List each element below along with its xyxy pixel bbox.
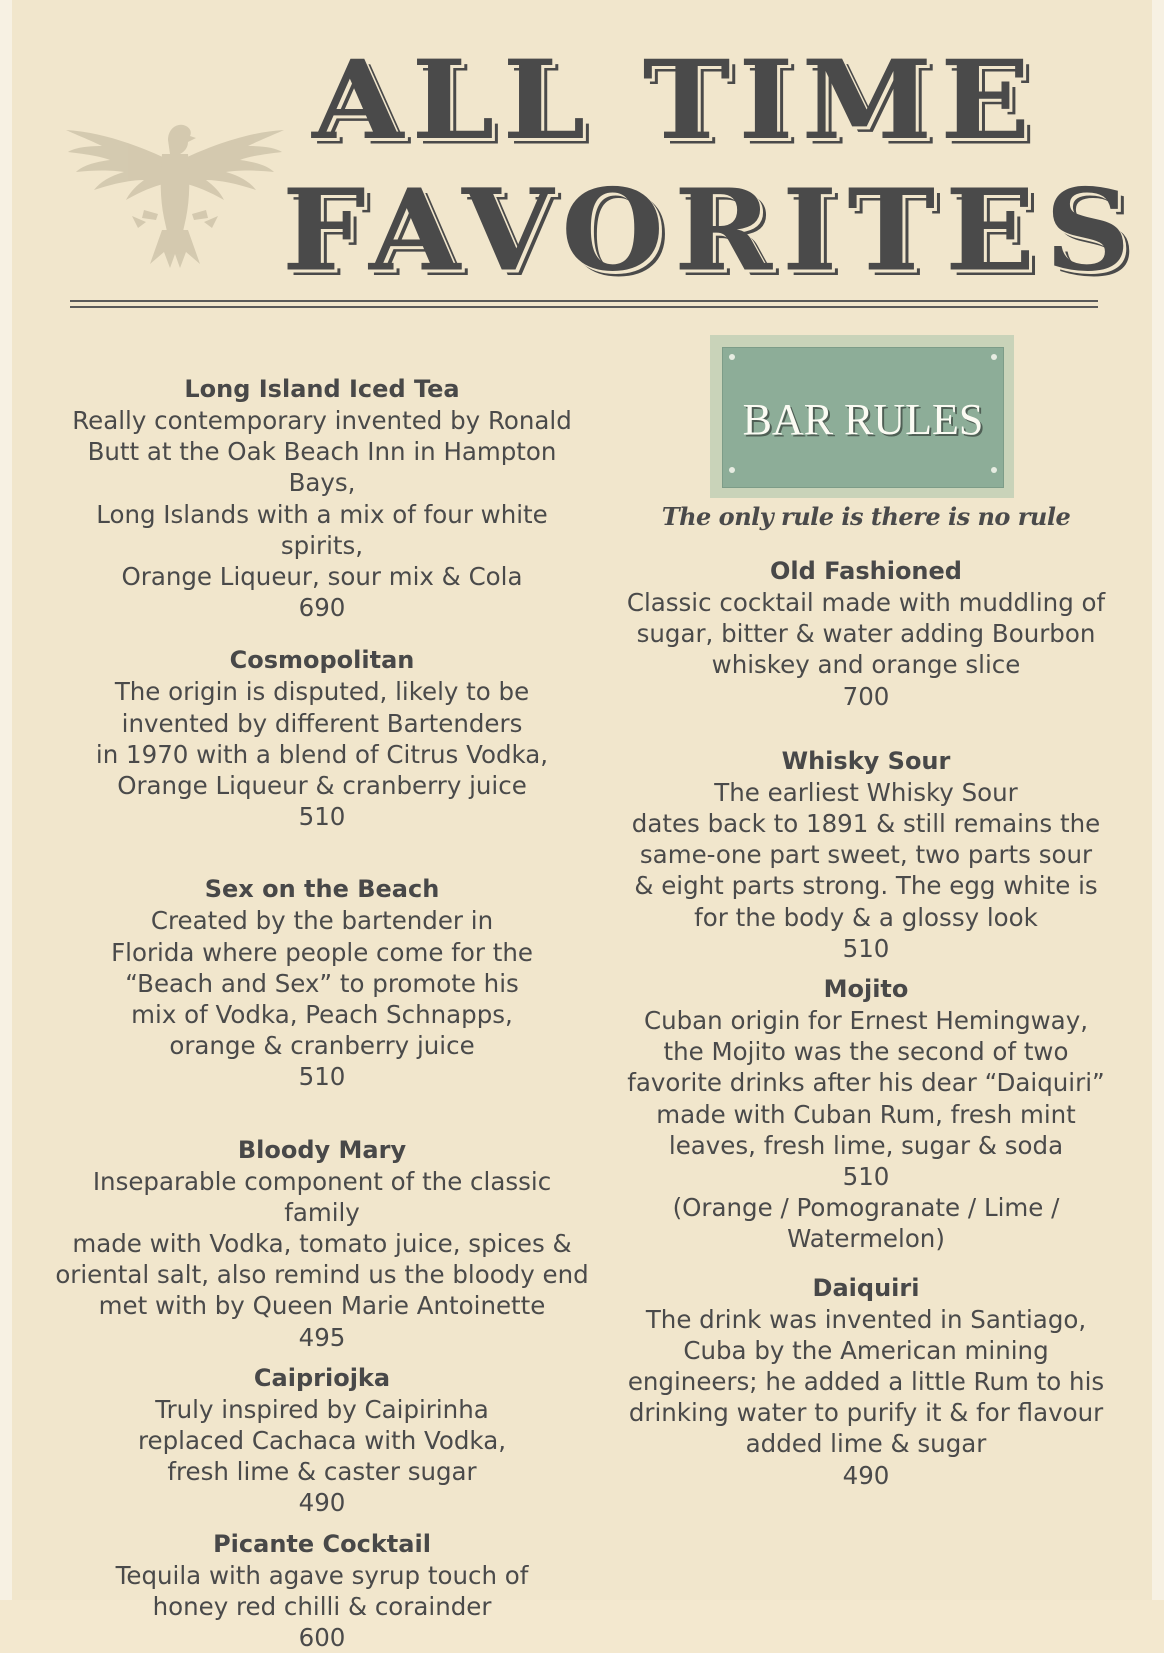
- drink-description: Cuban origin for Ernest Hemingway, the Mojito was the second of two favorite drinks after his dear “Daiquiri” made with Cuban Rum, fresh mint leaves, fresh lime, sugar & soda: [627, 1006, 1105, 1160]
- page-edge-left: [0, 0, 12, 1600]
- drink-description: Tequila with agave syrup touch of honey red chilli & corainder: [115, 1560, 529, 1621]
- drink-name: Long Island Iced Tea: [184, 375, 460, 403]
- drink-description: The origin is disputed, likely to be invented by different Bartenders in 1970 with a blend of Citrus Vodka, Orange Liqueur & cranberry juice: [95, 677, 549, 801]
- drink-description: Really contemporary invented by Ronald Butt at the Oak Beach Inn in Hampton Bays, Long Islands with a mix of four white spirits, Orange Liqueur, sour mix & Cola: [72, 406, 572, 592]
- drink-name: Cosmopolitan: [229, 646, 415, 675]
- drink-price: 490: [298, 1488, 346, 1518]
- eagle-icon: [64, 118, 286, 268]
- drink-description: Truly inspired by Caipirinha replaced Cachaca with Vodka, fresh lime & caster sugar: [138, 1394, 506, 1487]
- drink-price: 600: [298, 1623, 346, 1653]
- page-title: [282, 36, 1142, 306]
- screw-icon: [991, 467, 997, 473]
- drink-name: Mojito: [823, 975, 909, 1004]
- drink-description: The earliest Whisky Sour dates back to 1891 & still remains the same-one part sweet, two parts sour & eight parts strong. The egg white is for the body & a glossy look: [631, 777, 1101, 932]
- menu-page: [12, 0, 1152, 1653]
- screw-icon: [991, 354, 997, 360]
- bar-rules-sign: [710, 335, 1014, 498]
- title-line-1: ALL TIME: [312, 36, 1039, 164]
- drink-name: Bloody Mary: [237, 1135, 407, 1164]
- bar-rules-heading: BAR RULES: [742, 395, 984, 444]
- drink-price: 510: [842, 1162, 890, 1192]
- drink-price: 490: [842, 1460, 890, 1490]
- menu-item: [52, 1363, 592, 1519]
- drink-name: Daiquiri: [812, 1273, 920, 1302]
- divider-top: [70, 300, 1098, 302]
- drink-name: Sex on the Beach: [204, 875, 440, 904]
- right-menu-column: [624, 556, 1108, 1491]
- drink-price: 700: [842, 681, 890, 711]
- left-menu-column: [52, 374, 592, 1653]
- menu-item: [624, 1273, 1108, 1491]
- menu-item: [624, 974, 1108, 1255]
- menu-item: [52, 1135, 592, 1353]
- bar-rules-plaque: [722, 347, 1004, 488]
- drink-name: Whisky Sour: [781, 746, 951, 775]
- drink-price: 495: [298, 1322, 346, 1352]
- divider-bottom: [70, 306, 1098, 308]
- screw-icon: [729, 467, 735, 473]
- menu-item: [624, 746, 1108, 964]
- menu-item: [52, 374, 592, 623]
- drink-description: Created by the bartender in Florida where people come for the “Beach and Sex” to promote his mix of Vodka, Peach Schnapps, orange & cranberry juice: [111, 906, 533, 1061]
- drink-price: 510: [298, 1062, 346, 1092]
- menu-item: [52, 645, 592, 832]
- title-line-2: FAVORITES: [282, 164, 1141, 297]
- drink-price: 510: [842, 933, 890, 963]
- screw-icon: [729, 354, 735, 360]
- drink-name: Caipriojka: [253, 1363, 391, 1392]
- page-edge-right: [1152, 0, 1164, 1600]
- menu-item: [52, 874, 592, 1092]
- drink-flavours: (Orange / Pomogranate / Lime / Watermelon): [672, 1193, 1060, 1254]
- menu-item: [52, 1529, 592, 1653]
- drink-name: Old Fashioned: [770, 557, 962, 585]
- menu-item: [624, 556, 1108, 712]
- drink-price: 510: [298, 802, 346, 832]
- drink-description: The drink was invented in Santiago, Cuba by the American mining engineers; he added a little Rum to his drinking water to purify it & for flavour added lime & sugar: [627, 1304, 1105, 1459]
- drink-price: 690: [298, 593, 346, 623]
- bar-rules-tagline: The only rule is there is no rule: [661, 502, 1071, 531]
- drink-name: Picante Cocktail: [213, 1529, 431, 1558]
- drink-description: Inseparable component of the classic family made with Vodka, tomato juice, spices & oriental salt, also remind us the bloody end met with by Queen Marie Antoinette: [55, 1166, 589, 1321]
- drink-description: Classic cocktail made with muddling of sugar, bitter & water adding Bourbon whiskey and orange slice: [626, 588, 1106, 680]
